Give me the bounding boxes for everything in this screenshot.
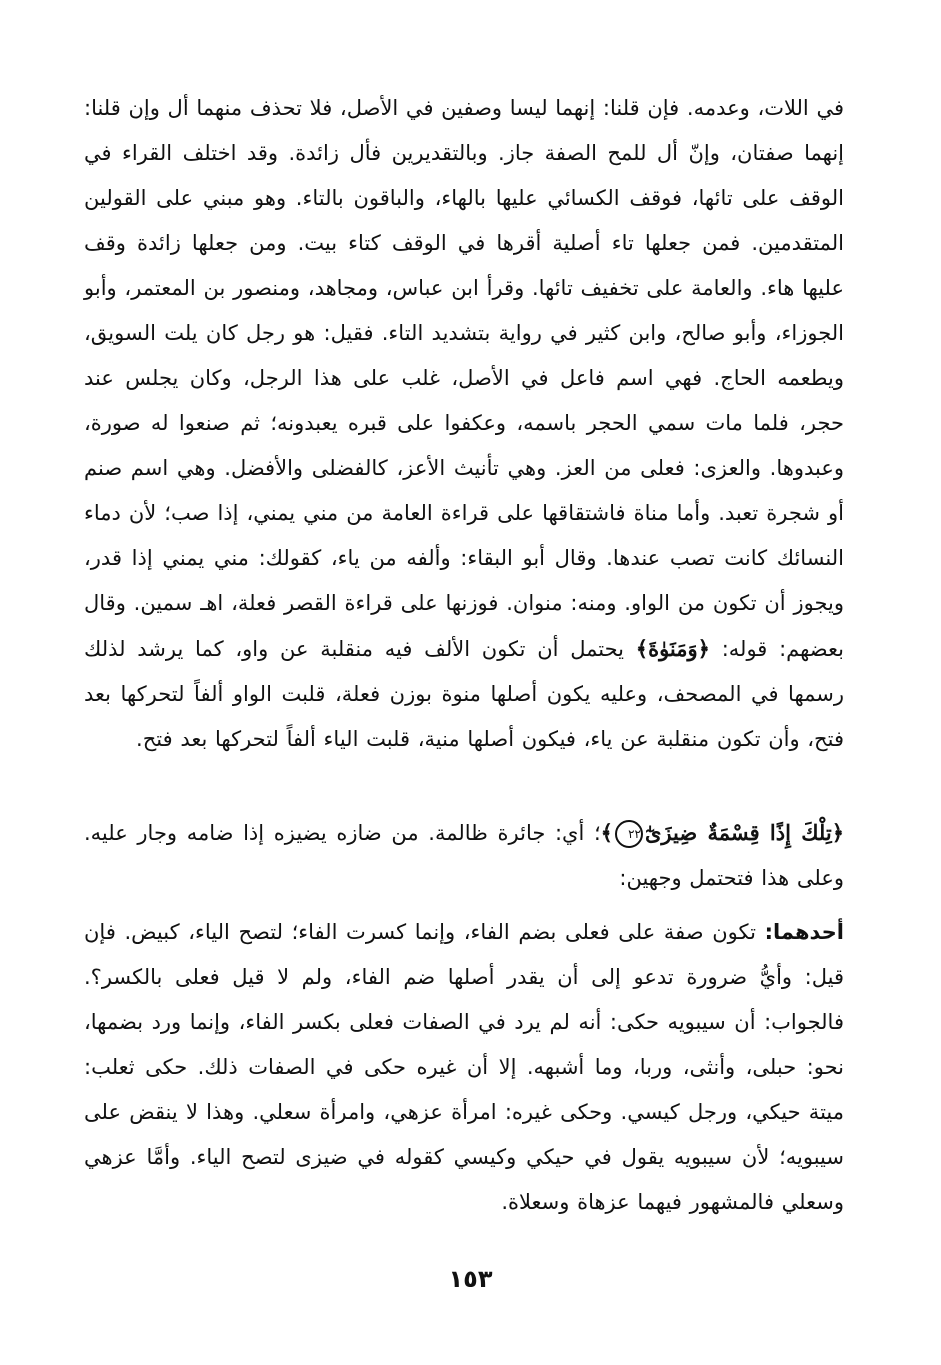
page-number: ١٥٣ (448, 1265, 493, 1293)
quran-verse-close: ﴾ (600, 820, 613, 845)
verse-explanation: ؛ أي: جائرة ظالمة. من ضازه يضيزه إذا ضامه وجار عليه. وعلى هذا فتحتمل وجهين: (84, 821, 844, 890)
verse-paragraph (84, 810, 844, 901)
answer-lead-word: أحدهما: (764, 920, 844, 944)
answer-paragraph (84, 910, 844, 1225)
main-paragraph-text: في اللات، وعدمه. فإن قلنا: إنهما ليسا وصفين في الأصل، فلا تحذف منهما أل وإن قلنا: إنهما صفتان، وإنّ أل للمح الصفة جاز. وبالتقديرين فأل زائدة. وقد اختلف القراء في الوقف على تائها، فوقف الكسائي عليها بالهاء، والباقون بالتاء. وهو مبني على القولين المتقدمين. فمن جعلها تاء أصلية أقرها في الوقف كتاء بيت. ومن جعلها زائدة وقف عليها هاء. والعامة على تخفيف تائها. وقرأ ابن عباس، ومجاهد، ومنصور بن المعتمر، وأبو الجوزاء، وأبو صالح، وابن كثير في رواية بتشديد التاء. فقيل: هو رجل كان يلت السويق، ويطعمه الحاج. فهي اسم فاعل في الأصل، غلب على هذا الرجل، وكان يجلس عند حجر، فلما مات سمي الحجر باسمه، وعكفوا على قبره يعبدونه؛ ثم صنعوا له صورة، وعبدوها. والعزى: فعلى من العز. وهي تأنيث الأعز، كالفضلى والأفضل. وهي اسم صنم أو شجرة تعبد. وأما مناة فاشتقاقها على قراءة العامة من مني يمني، إذا صب؛ لأن دماء النسائك كانت تصب عندها. وقال أبو البقاء: وألفه من ياء، كقولك: مني يمني إذا قدر، ويجوز أن تكون من الواو. ومنه: منوان. فوزنها على قراءة القصر فعلة، اهـ سمين. وقال بعضهم: قوله: (84, 96, 844, 661)
main-paragraph (84, 86, 844, 762)
main-paragraph-block (84, 86, 844, 762)
answer-paragraph-text: تكون صفة على فعلى بضم الفاء، وإنما كسرت الفاء؛ لتصح الياء، كبيض. فإن قيل: وأيُّ ضرورة تدعو إلى أن يقدر أصلها ضم الفاء، ولم لا قيل فعلى بالكسر؟. فالجواب: أن سيبويه حكى: أنه لم يرد في الصفات فعلى بكسر الفاء، وإنما ورد بضمها، نحو: حبلى، وأنثى، وربا، وما أشبهه. إلا أن غيره حكى في الصفات ذلك. حكى ثعلب: ميتة حيكي، ورجل كيسي. وحكى غيره: امرأة عزهي، وامرأة سعلي. وهذا لا ينقض على سيبويه؛ لأن سيبويه يقول في حيكي وكيسي كقوله في ضيزى لتصح الياء. وأمَّا عزهي وسعلي فالمشهور فيهما عزهاة وسعلاة. (84, 920, 844, 1214)
main-paragraph-end: يحتمل أن تكون الألف فيه منقلبة عن واو، كما يرشد لذلك رسمها في المصحف، وعليه يكون أصلها منوة بوزن فعلة، قلبت الواو ألفاً لتحركها بعد فتح، وأن تكون منقلبة عن ياء، فيكون أصلها منية، قلبت الياء ألفاً لتحركها بعد فتح. (84, 637, 844, 751)
verse-paragraph-block (84, 810, 844, 901)
ayah-number-badge: ٢٢ (615, 820, 643, 848)
quran-verse-text: ﴿تِلْكَ إِذًا قِسْمَةٌ ضِيزَىٰٓ (644, 820, 844, 845)
answer-paragraph-block (84, 910, 844, 1225)
quran-word-manat: ﴿وَمَنَوٰةَ﴾ (635, 636, 710, 661)
